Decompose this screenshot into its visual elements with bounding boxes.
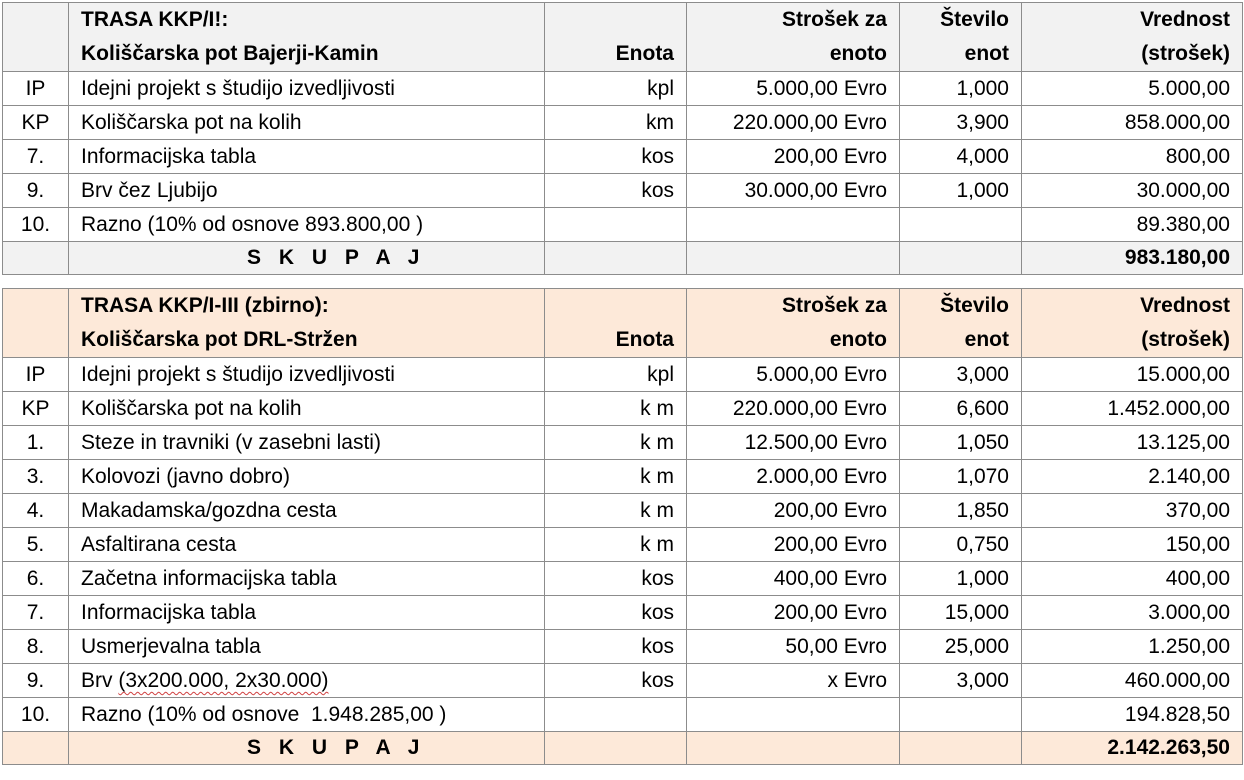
table-row	[3, 630, 1243, 664]
row-unit-count: 15,000	[900, 596, 1022, 630]
header-value-line2: (strošek)	[1141, 328, 1230, 351]
route-name: Koliščarska pot DRL-Stržen	[81, 328, 358, 351]
total-unit-cell	[545, 242, 687, 275]
table-header-row	[3, 3, 1243, 72]
row-unit-count: 25,000	[900, 630, 1022, 664]
row-value: 800,00	[1022, 140, 1243, 174]
row-description: Razno (10% od osnove 1.948.285,00 )	[69, 698, 545, 732]
row-description: Steze in travniki (v zasebni lasti)	[69, 426, 545, 460]
row-description: Kolovozi (javno dobro)	[69, 460, 545, 494]
row-unit-count: 1,070	[900, 460, 1022, 494]
row-unit: k m	[545, 460, 687, 494]
row-description: Informacijska tabla	[69, 596, 545, 630]
header-title-cell	[69, 3, 545, 72]
row-unit-cost: 220.000,00 Evro	[687, 106, 900, 140]
header-unit-cost-line2: enoto	[829, 42, 887, 65]
table-row	[3, 494, 1243, 528]
route-name: Koliščarska pot Bajerji-Kamin	[81, 42, 379, 65]
row-unit-cost	[687, 208, 900, 242]
row-number: KP	[3, 392, 69, 426]
row-value: 3.000,00	[1022, 596, 1243, 630]
row-unit: k m	[545, 494, 687, 528]
row-unit-count: 3,900	[900, 106, 1022, 140]
table-row	[3, 174, 1243, 208]
table-row	[3, 698, 1243, 732]
header-unit-cost-line1: Strošek za	[781, 8, 887, 31]
row-description	[69, 664, 545, 698]
spellcheck-marked-text: (3x200.000, 2x30.000)	[118, 669, 329, 692]
row-unit-cost	[687, 698, 900, 732]
total-count-cell	[900, 732, 1022, 765]
row-description: Koliščarska pot na kolih	[69, 392, 545, 426]
row-number: 5.	[3, 528, 69, 562]
row-unit-count: 3,000	[900, 664, 1022, 698]
row-unit-cost: 200,00 Evro	[687, 596, 900, 630]
table-row	[3, 596, 1243, 630]
header-unit: Enota	[545, 289, 687, 358]
row-value: 2.140,00	[1022, 460, 1243, 494]
header-title-cell	[69, 289, 545, 358]
row-value: 1.250,00	[1022, 630, 1243, 664]
row-value: 194.828,50	[1022, 698, 1243, 732]
row-description-prefix: Brv	[81, 669, 119, 692]
row-unit: kos	[545, 596, 687, 630]
row-unit-cost: 220.000,00 Evro	[687, 392, 900, 426]
row-number: 8.	[3, 630, 69, 664]
row-description: Makadamska/gozdna cesta	[69, 494, 545, 528]
total-row	[3, 732, 1243, 765]
row-unit-cost: 200,00 Evro	[687, 528, 900, 562]
row-value: 89.380,00	[1022, 208, 1243, 242]
total-row	[3, 242, 1243, 275]
row-unit: kpl	[545, 358, 687, 392]
row-unit: k m	[545, 426, 687, 460]
total-value: 983.180,00	[1022, 242, 1243, 275]
table-row	[3, 208, 1243, 242]
row-number: 7.	[3, 140, 69, 174]
table-header-row	[3, 289, 1243, 358]
header-unit-count	[900, 3, 1022, 72]
header-num-cell	[3, 289, 69, 358]
route-code: TRASA KKP/I!:	[81, 8, 229, 31]
total-num-cell	[3, 732, 69, 765]
row-unit: kpl	[545, 72, 687, 106]
row-value: 30.000,00	[1022, 174, 1243, 208]
row-unit-cost: 12.500,00 Evro	[687, 426, 900, 460]
row-unit-cost: 200,00 Evro	[687, 140, 900, 174]
table-row	[3, 664, 1243, 698]
row-unit-count: 0,750	[900, 528, 1022, 562]
route-code: TRASA KKP/I-III (zbirno):	[81, 294, 329, 317]
total-num-cell	[3, 242, 69, 275]
header-unit-count-line1: Število	[940, 294, 1009, 317]
row-unit	[545, 208, 687, 242]
row-unit-count	[900, 208, 1022, 242]
row-unit-cost: 400,00 Evro	[687, 562, 900, 596]
row-number: 9.	[3, 664, 69, 698]
table-row	[3, 358, 1243, 392]
row-unit-cost: 2.000,00 Evro	[687, 460, 900, 494]
row-unit-count	[900, 698, 1022, 732]
row-unit: kos	[545, 174, 687, 208]
row-description: Idejni projekt s študijo izvedljivosti	[69, 72, 545, 106]
row-unit: k m	[545, 528, 687, 562]
header-unit-cost-line2: enoto	[829, 328, 887, 351]
row-description: Asfaltirana cesta	[69, 528, 545, 562]
row-number: KP	[3, 106, 69, 140]
row-value: 1.452.000,00	[1022, 392, 1243, 426]
header-unit-count-line1: Število	[940, 8, 1009, 31]
cost-table-drl-strzen	[2, 288, 1243, 765]
total-cost-cell	[687, 242, 900, 275]
cost-table-bajerji-kamin	[2, 2, 1243, 275]
row-unit-count: 6,600	[900, 392, 1022, 426]
row-number: 7.	[3, 596, 69, 630]
row-value: 858.000,00	[1022, 106, 1243, 140]
row-unit	[545, 698, 687, 732]
row-value: 15.000,00	[1022, 358, 1243, 392]
row-value: 370,00	[1022, 494, 1243, 528]
table-row	[3, 72, 1243, 106]
header-num-cell	[3, 3, 69, 72]
header-unit-count-line2: enot	[964, 328, 1009, 351]
header-unit-cost	[687, 289, 900, 358]
row-unit-cost: 30.000,00 Evro	[687, 174, 900, 208]
total-value: 2.142.263,50	[1022, 732, 1243, 765]
row-unit-cost: 200,00 Evro	[687, 494, 900, 528]
row-value: 150,00	[1022, 528, 1243, 562]
row-unit: kos	[545, 630, 687, 664]
header-unit-count	[900, 289, 1022, 358]
row-unit: k m	[545, 392, 687, 426]
row-unit-count: 1,050	[900, 426, 1022, 460]
row-description: Koliščarska pot na kolih	[69, 106, 545, 140]
total-cost-cell	[687, 732, 900, 765]
row-unit: kos	[545, 562, 687, 596]
row-number: 3.	[3, 460, 69, 494]
row-number: IP	[3, 358, 69, 392]
table-row	[3, 460, 1243, 494]
row-unit-count: 3,000	[900, 358, 1022, 392]
table-row	[3, 426, 1243, 460]
header-unit: Enota	[545, 3, 687, 72]
row-unit-count: 4,000	[900, 140, 1022, 174]
table-row	[3, 562, 1243, 596]
row-value: 13.125,00	[1022, 426, 1243, 460]
row-number: 6.	[3, 562, 69, 596]
total-unit-cell	[545, 732, 687, 765]
row-unit-cost: 50,00 Evro	[687, 630, 900, 664]
row-description: Idejni projekt s študijo izvedljivosti	[69, 358, 545, 392]
row-number: 9.	[3, 174, 69, 208]
row-description: Usmerjevalna tabla	[69, 630, 545, 664]
row-number: 10.	[3, 208, 69, 242]
row-number: IP	[3, 72, 69, 106]
table-row	[3, 528, 1243, 562]
row-description: Začetna informacijska tabla	[69, 562, 545, 596]
header-unit-count-line2: enot	[964, 42, 1009, 65]
row-unit-cost: 5.000,00 Evro	[687, 72, 900, 106]
row-unit-cost: x Evro	[687, 664, 900, 698]
row-number: 1.	[3, 426, 69, 460]
table-row	[3, 392, 1243, 426]
row-unit-count: 1,850	[900, 494, 1022, 528]
header-value-line1: Vrednost	[1140, 8, 1230, 31]
header-value	[1022, 289, 1243, 358]
header-value-line2: (strošek)	[1141, 42, 1230, 65]
row-unit: kos	[545, 664, 687, 698]
table-row	[3, 140, 1243, 174]
header-unit-cost-line1: Strošek za	[781, 294, 887, 317]
row-unit: kos	[545, 140, 687, 174]
row-unit-count: 1,000	[900, 562, 1022, 596]
row-value: 400,00	[1022, 562, 1243, 596]
header-unit-cost	[687, 3, 900, 72]
row-description: Informacijska tabla	[69, 140, 545, 174]
row-unit-cost: 5.000,00 Evro	[687, 358, 900, 392]
header-value-line1: Vrednost	[1140, 294, 1230, 317]
total-label: S K U P A J	[69, 242, 545, 275]
row-value: 5.000,00	[1022, 72, 1243, 106]
row-description: Razno (10% od osnove 893.800,00 )	[69, 208, 545, 242]
row-number: 10.	[3, 698, 69, 732]
row-description: Brv čez Ljubijo	[69, 174, 545, 208]
header-value	[1022, 3, 1243, 72]
total-count-cell	[900, 242, 1022, 275]
row-unit-count: 1,000	[900, 72, 1022, 106]
row-value: 460.000,00	[1022, 664, 1243, 698]
table-row	[3, 106, 1243, 140]
row-number: 4.	[3, 494, 69, 528]
row-unit-count: 1,000	[900, 174, 1022, 208]
total-label: S K U P A J	[69, 732, 545, 765]
row-unit: km	[545, 106, 687, 140]
